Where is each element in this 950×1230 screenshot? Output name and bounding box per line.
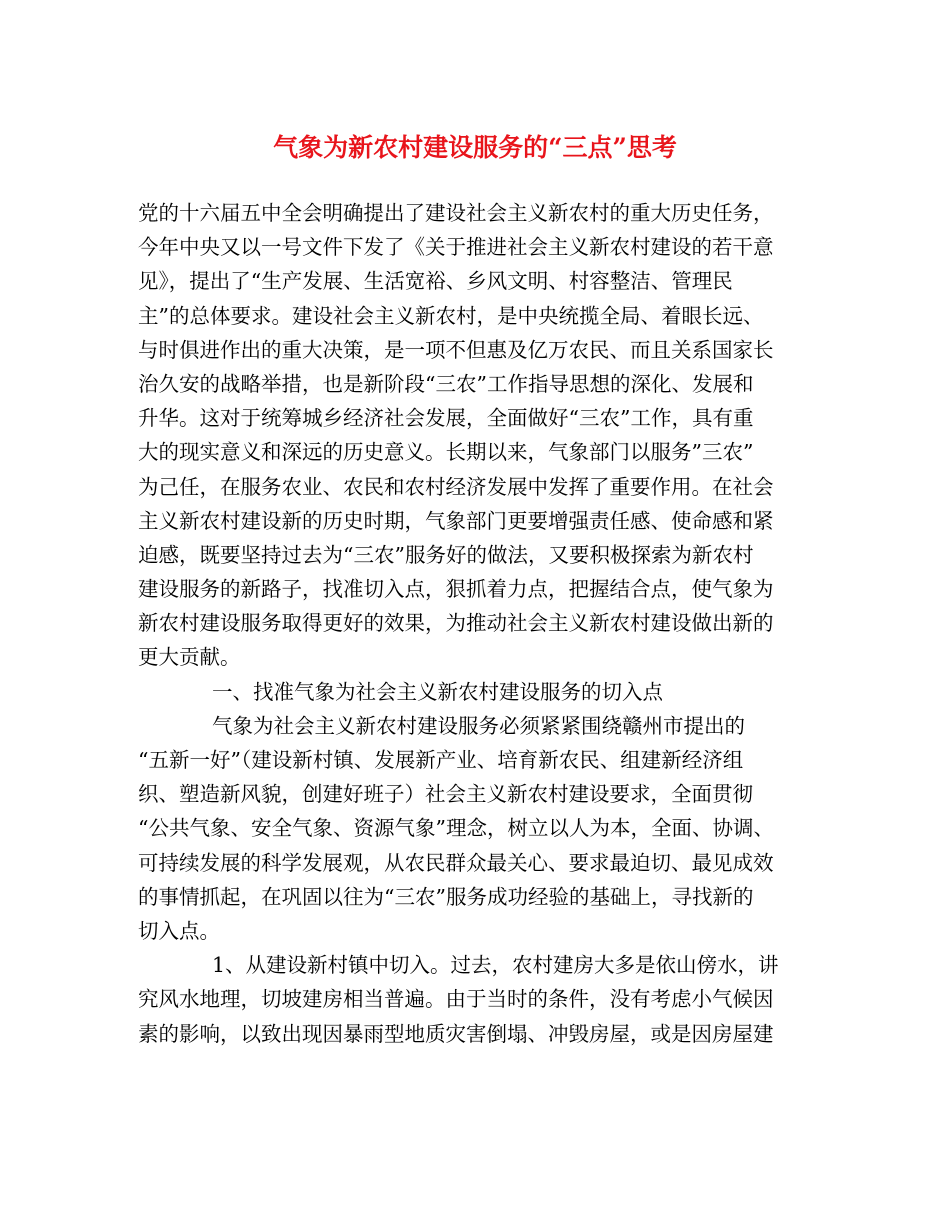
text-line: 党的十六届五中全会明确提出了建设社会主义新农村的重大历史任务， [138,201,774,225]
text-line: 与时俱进作出的重大决策，是一项不但惠及亿万农民、而且关系国家长 [138,337,774,362]
document-body [138,196,818,1051]
text-line: 大的现实意义和深远的历史意义。长期以来，气象部门以服务”三农” [138,440,754,465]
text-line: 主义新农村建设新的历史时期，气象部门更要增强责任感、使命感和紧 [138,508,774,533]
text-line: 迫感，既要坚持过去为“三农”服务好的做法，又要积极探索为新农村 [138,542,754,567]
text-line: 主”的总体要求。建设社会主义新农村，是中央统揽全局、着眼长远、 [138,303,764,328]
text-line: 为己任，在服务农业、农民和农村经济发展中发挥了重要作用。在社会 [138,474,774,499]
text-line: 见》，提出了“生产发展、生活宽裕、乡风文明、村容整洁、管理民 [138,269,733,294]
text-line: 素的影响，以致出现因暴雨型地质灾害倒塌、冲毁房屋，或是因房屋建 [138,1021,774,1046]
document-title: 气象为新农村建设服务的“三点”思考 [273,133,677,162]
text-line: 升华。这对于统筹城乡经济社会发展，全面做好“三农”工作，具有重 [138,406,754,431]
text-line: 的事情抓起，在巩固以往为“三农”服务成功经验的基础上，寻找新的 [138,884,754,909]
item-paragraph [138,948,818,1051]
text-line: 新农村建设服务取得更好的效果，为推动社会主义新农村建设做出新的 [138,611,774,636]
text-line: 切入点。 [138,918,220,943]
section-heading: 一、找准气象为社会主义新农村建设服务的切入点 [212,679,663,704]
text-line: 建设服务的新路子，找准切入点，狠抓着力点，把握结合点，使气象为 [138,577,774,602]
text-line: 气象为社会主义新农村建设服务必须紧紧围绕赣州市提出的 [212,713,745,738]
intro-paragraph [138,196,818,675]
text-line: 究风水地理，切坡建房相当普遍。由于当时的条件，没有考虑小气候因 [138,987,774,1012]
text-line: 更大贡献。 [138,645,241,670]
text-line: 今年中央又以一号文件下发了《关于推进社会主义新农村建设的若干意 [138,235,774,260]
text-line: 治久安的战略举措，也是新阶段“三农”工作指导思想的深化、发展和 [138,371,754,396]
text-line: 织、塑造新风貌，创建好班子）社会主义新农村建设要求，全面贯彻 [138,782,753,807]
text-line: “五新一好”（建设新村镇、发展新产业、培育新农民、组建新经济组 [138,748,744,772]
text-line: 1、从建设新村镇中切入。过去，农村建房大多是依山傍水，讲 [212,953,779,978]
section-paragraph [138,709,818,948]
text-line: 可持续发展的科学发展观，从农民群众最关心、要求最迫切、最见成效 [138,850,774,875]
text-line: “公共气象、安全气象、资源气象”理念，树立以人为本，全面、协调、 [138,816,774,841]
